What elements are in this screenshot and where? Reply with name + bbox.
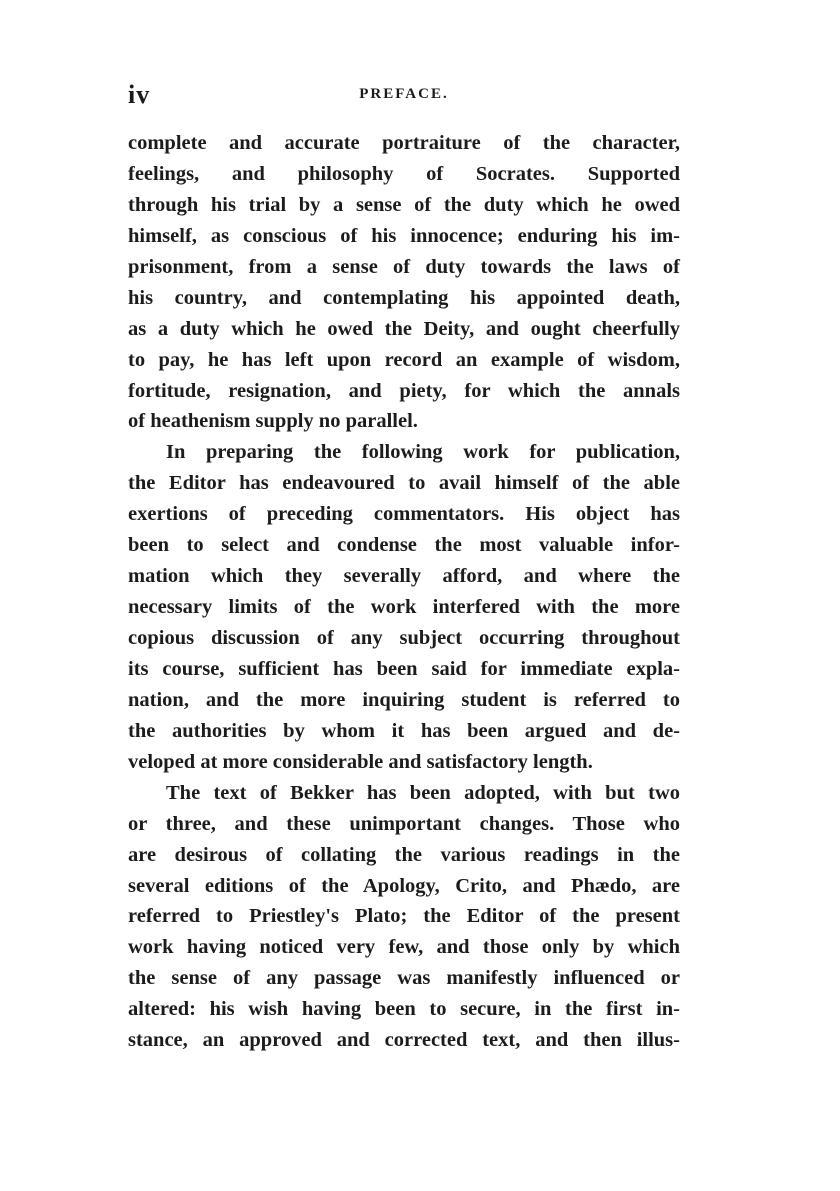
text-line: been to select and condense the most valuable infor-: [128, 534, 680, 557]
text-line: The text of Bekker has been adopted, with but two: [166, 781, 680, 804]
text-line: to pay, he has left upon record an example of wisdom,: [128, 348, 680, 371]
text-line: as a duty which he owed the Deity, and ought cheerfully: [128, 317, 680, 340]
text-line: his country, and contemplating his appointed death,: [128, 286, 680, 309]
text-line: stance, an approved and corrected text, and then illus-: [128, 1029, 680, 1052]
text-line: or three, and these unimportant changes. Those who: [128, 812, 680, 835]
text-line: necessary limits of the work interfered with the more: [128, 596, 680, 619]
page-header: [128, 80, 680, 110]
text-line: the sense of any passage was manifestly influenced or: [128, 967, 680, 990]
text-line: In preparing the following work for publication,: [166, 441, 680, 464]
text-line: referred to Priestley's Plato; the Editor of the present: [128, 905, 680, 928]
page-number: iv: [128, 80, 151, 109]
text-line: feelings, and philosophy of Socrates. Supported: [128, 162, 680, 185]
text-line: are desirous of collating the various readings in the: [128, 843, 680, 866]
text-line: through his trial by a sense of the duty which he owed: [128, 193, 680, 216]
text-line: copious discussion of any subject occurring throughout: [128, 627, 680, 649]
text-line: himself, as conscious of his innocence; enduring his im-: [128, 224, 680, 247]
text-line: complete and accurate portraiture of the character,: [128, 132, 680, 154]
text-line: nation, and the more inquiring student is referred to: [128, 688, 680, 711]
text-line: of heathenism supply no parallel.: [128, 410, 418, 433]
running-head: PREFACE.: [359, 86, 449, 102]
text-line: prisonment, from a sense of duty towards the laws of: [128, 255, 680, 278]
text-line: altered: his wish having been to secure, in the first in-: [128, 998, 680, 1021]
text-line: mation which they severally afford, and where the: [128, 565, 680, 588]
text-line: the authorities by whom it has been argued and de-: [128, 719, 680, 742]
text-line: several editions of the Apology, Crito, and Phædo, are: [128, 874, 680, 897]
text-line: its course, sufficient has been said for immediate expla-: [128, 657, 680, 680]
text-line: work having noticed very few, and those only by which: [128, 936, 680, 959]
text-line: exertions of preceding commentators. His object has: [128, 503, 680, 526]
body-text: [128, 128, 680, 1056]
text-line: veloped at more considerable and satisfactory length.: [128, 750, 593, 773]
text-line: fortitude, resignation, and piety, for which the annals: [128, 379, 680, 402]
text-line: the Editor has endeavoured to avail himself of the able: [128, 472, 680, 495]
